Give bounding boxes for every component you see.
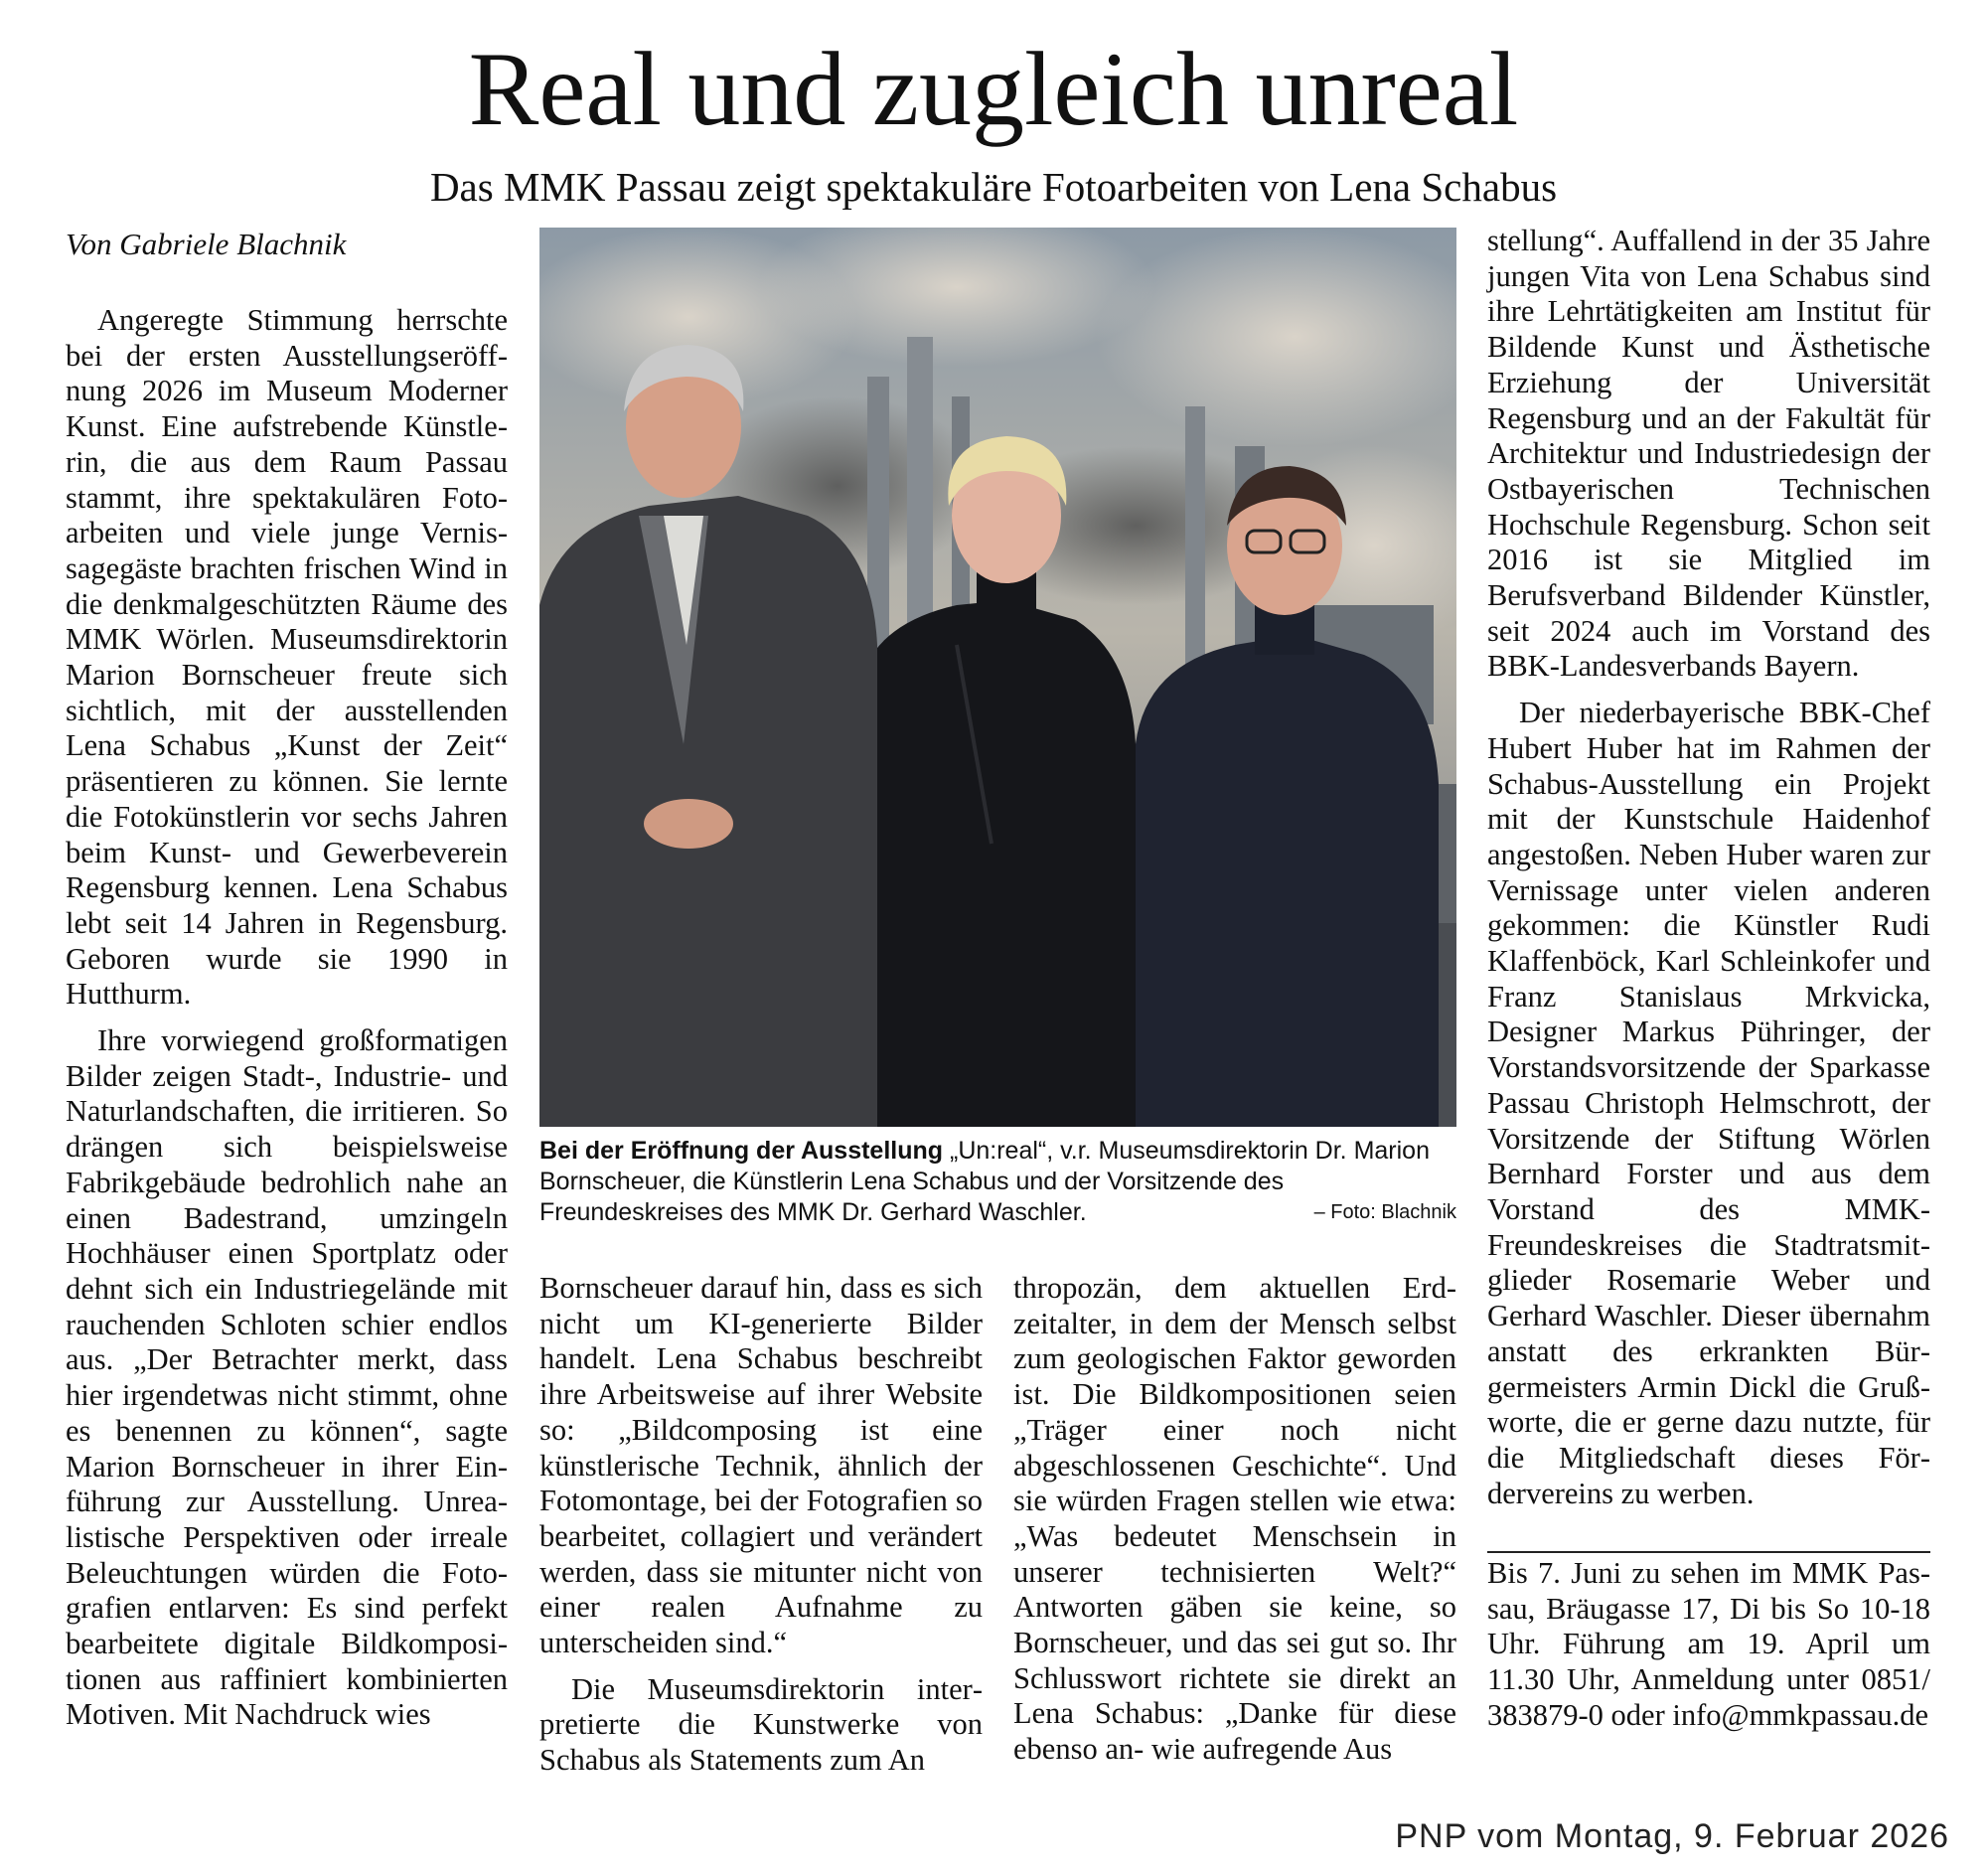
paragraph: Der niederbayerische BBK-Chef Hubert Huber hat im Rahmen der Schabus-Ausstellung ein Projekt mit der Kunstschule Haidenhof angestoßen. Neben Huber waren zur Vernissage unter vielen anderen gekommen: die Künstler Rudi Klaffenböck, Karl Schleinkofer und Franz Stanislaus Mrkvicka, Designer Markus Pühringer, der Vorstandsvorsitzende der Sparkasse Passau Christoph Helmschrott, der Vorsitzende der Stiftung Wörlen Bernhard Forster und aus dem Vorstand des MMK-Freundeskreises die Stadtratsmitglieder Rosemarie Weber und Gerhard Waschler. Dieser übernahm anstatt des erkrankten Bürgermeisters Armin Dickl die Grußworte, die er gerne dazu nutzte, für die Mitgliedschaft dieses Fördervereins zu werben. (1487, 696, 1930, 1510)
caption-lead: Bei der Eröffnung der Ausstellung (539, 1137, 944, 1165)
divider (1487, 1551, 1930, 1553)
headline: Real und zugleich unreal (468, 31, 1519, 147)
paragraph: stellung“. Auffallend in der 35 Jahre jungen Vita von Lena Schabus sind ihre Lehrtätigkeiten am Institut für Bildende Kunst und Ästhetische Erziehung der Universität Regensburg und an der Fakultät für Architektur und Industriedesign der Ostbayerischen Technischen Hochschule Regensburg. Schon seit 2016 ist sie Mitglied im Berufsverband Bildender Künstler, seit 2024 auch im Vorstand des BBK-Landesverbands Bayern. (1487, 224, 1930, 684)
photo-caption (539, 1136, 1456, 1228)
caption-text: „Un:real“, v.r. Museumsdirektorin Dr. Marion Bornscheuer, die Künstlerin Lena Schabus und der Vorsitzende des Freundeskreises des MMK Dr. Gerhard Waschler. (539, 1137, 1430, 1226)
paragraph: thropozän, dem aktuellen Erdzeitalter, in dem der Mensch selbst zum geologischen Faktor geworden ist. Die Bildkompositionen seien „Träger einer noch nicht abgeschlossenen Geschichte“. Und sie würden Fragen stellen wie etwa: „Was bedeutet Menschsein in unserer technisierten Welt?“ Antworten gäben sie keine, so Bornscheuer, und das sei gut so. Ihr Schlusswort richtete sie direkt an Lena Schabus: „Danke für diese ebenso an- wie aufregende Aus (1013, 1271, 1456, 1767)
photo-credit: – Foto: Blachnik (1304, 1197, 1456, 1228)
article-column-4 (1487, 224, 1930, 1511)
article-column-3 (1013, 1271, 1456, 1768)
article-column-2 (539, 1271, 983, 1779)
subheadline: Das MMK Passau zeigt spektakuläre Fotoarbeiten von Lena Schabus (429, 164, 1558, 210)
paragraph: Die Museumsdirektorin interpretierte die Kunstwerke von Schabus als Statements zum An (539, 1671, 983, 1778)
article-column-1 (66, 303, 508, 1733)
paragraph: Bornscheuer darauf hin, dass es sich nicht um KI-generierte Bilder handelt. Lena Schabus beschreibt ihre Arbeitsweise auf ihrer Website so: „Bildcomposing ist eine künstlerische Technik, ähnlich der Fotomontage, bei der Fotografien so bearbeitet, collagiert und verändert werden, dass sie mitunter nicht von einer realen Aufnahme zu unterscheiden sind.“ (539, 1271, 983, 1660)
event-photo (539, 228, 1456, 1127)
byline: Von Gabriele Blachnik (66, 227, 347, 261)
paragraph: Angeregte Stimmung herrschte bei der ersten Ausstellungseröffnung 2026 im Museum Moderner Kunst. Eine aufstrebende Künstlerin, die aus dem Raum Passau stammt, ihre spektakulären Fotoarbeiten und viele junge Vernissagegäste brachten frischen Wind in die denkmalgeschützten Räume des MMK Wörlen. Museumsdirektorin Marion Bornscheuer freute sich sichtlich, mit der ausstellenden Lena Schabus „Kunst der Zeit“ präsentieren zu können. Sie lernte die Fotokünstlerin vor sechs Jahren beim Kunst- und Gewerbeverein Regensburg kennen. Lena Schabus lebt seit 14 Jahren in Regensburg. Geboren wurde sie 1990 in Hutthurm. (66, 303, 508, 1012)
publication-footer: PNP vom Montag, 9. Februar 2026 (1395, 1817, 1949, 1855)
paragraph: Ihre vorwiegend großformatigen Bilder zeigen Stadt-, Industrie- und Naturlandschaften, die irritieren. So drängen sich beispielsweise Fabrikgebäude bedrohlich nahe an einen Badestrand, umzingeln Hochhäuser einen Sportplatz oder dehnt sich ein Industriegelände mit rauchenden Schloten schier endlos aus. „Der Betrachter merkt, dass hier irgendetwas nicht stimmt, ohne es benennen zu können“, sagte Marion Bornscheuer in ihrer Einführung zur Ausstellung. Unrealistische Perspektiven oder irreale Beleuchtungen würden die Fotografien entlarven: Es sind perfekt bearbeitete digitale Bildkompositionen aus raffiniert kombinierten Motiven. Mit Nachdruck wies (66, 1023, 508, 1732)
exhibition-info (1487, 1556, 1930, 1734)
info-text: Bis 7. Juni zu sehen im MMK Passau, Bräugasse 17, Di bis So 10-18 Uhr. Führung am 19. April um 11.30 Uhr, Anmeldung unter 0851/ 383879-0 oder info@mmkpassau.de (1487, 1556, 1930, 1732)
